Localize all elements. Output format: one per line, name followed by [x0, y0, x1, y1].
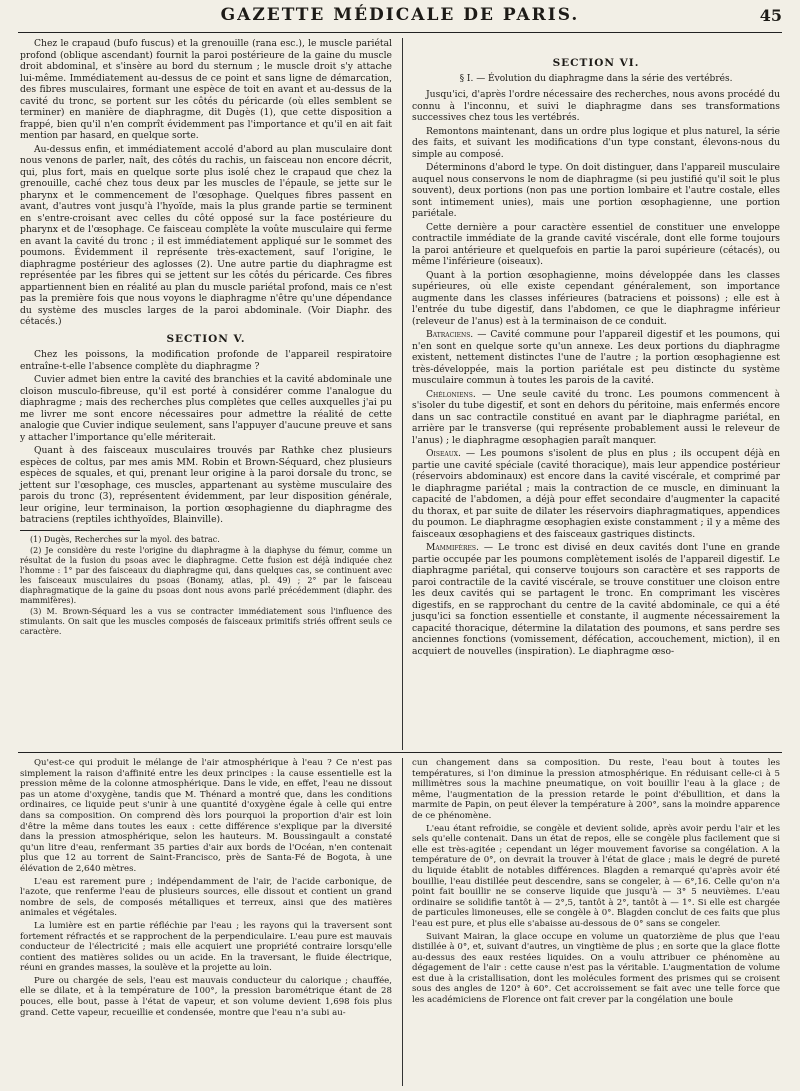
upper-right-column [412, 38, 780, 659]
paragraph: L'eau étant refroidie, se congèle et devient solide, après avoir perdu l'air et les sels qu'elle contenait. Dans un état de repos, elle se congèle plus facilement que si elle est très-agitée ; cependant un léger mouvement favorise sa congélation. A la température de 0°, on devrait la trouver à l'état de glace ; mais le degré de pureté du liquide établit de notables différences. Blagden a remarqué qu'après avoir été bouillie, l'eau distillée peut descendre, sans se congeler, à — 6°,16. Celle qu'on n'a point fait bouillir ne se conserve liquide que jusqu'à — 3° 5 neuvièmes. L'eau ordinaire se solidifie tantôt à — 2°,5, tantôt à 2°, tantôt à — 1°. Si elle est chargée de particules limoneuses, elle se congèle à 0°. Blagden conclut de ces faits que plus l'eau est pure, et plus elle s'abaisse au-dessous de 0° sans se congeler. [412, 823, 780, 929]
lower-left-column [20, 758, 392, 1020]
paragraph: Chez le crapaud (bufo fuscus) et la grenouille (rana esc.), le muscle pariétal profond (oblique ascendant) fournit la paroi postérieure de la gaine du muscle droit abdominal, et s'insère au bord du sternum ; le muscle droit s'y attache lui-même. Immédiatement au-dessus de ce point et sans ligne de démarcation, des fibres musculaires, formant une espèce de toit en avant et au-dessus de la cavité du tronc, se portent sur les côtés du péricarde (où elles semblent se terminer) en manière de diaphragme, dit Dugès (1), que cette disposition a frappé, bien qu'il n'en comprît évidemment pas l'importance et qu'il en ait fait mention par hasard, en quelque sorte. [20, 38, 392, 141]
paragraph: Suivant Mairan, la glace occupe en volume un quatorzième de plus que l'eau distillée à 0°, et, suivant d'autres, un vingtième de plus ; en sorte que la glace flotte au-dessus des eaux restées liquides. On a voulu attribuer ce phénomène au dégagement de l'air : cette cause n'est pas la véritable. L'augmentation de volume est due à la cristallisation, dont les molécules forment des prismes qui se croisent sous des angles de 120° à 60°. Cet accroissement se fait avec une telle force que les académiciens de Florence ont fait crever par la congélation une boule [412, 931, 780, 1006]
column-divider [402, 758, 403, 1086]
journal-title: GAZETTE MÉDICALE DE PARIS. [220, 5, 580, 25]
paragraph: Chéloniens. — Une seule cavité du tronc. Les poumons commencent à s'isoler du tube digestif, et sont en dehors du péritoine, mais enfermés encore dans un sac contractile constitué en avant par le diaphragme pariétal, en arrière par le transverse (qui représente probablement aussi le releveur de l'anus) ; le diaphragme œsophagien paraît manquer. [412, 388, 780, 446]
page-number: 45 [759, 6, 782, 25]
paragraph: Remontons maintenant, dans un ordre plus logique et plus naturel, la série des faits, et suivant les modifications d'un type constant, élevons-nous du simple au composé. [412, 125, 780, 160]
column-divider [402, 38, 403, 750]
paragraph: Qu'est-ce qui produit le mélange de l'air atmosphérique à l'eau ? Ce n'est pas simplement la raison d'affinité entre les deux principes : la cause essentielle est la pression même de la colonne atmosphérique. Dans le vide, en effet, l'eau ne dissout pas un atome d'oxygène, tandis que M. Thénard a montré que, dans les conditions ordinaires, ce liquide peut s'unir à une quantité d'oxygène égale à celle qui entre dans sa composition. On comprend dès lors pourquoi la proportion d'air est loin d'être la même dans toutes les eaux : cette différence s'explique par la diversité dans la pression atmosphérique, selon les hauteurs. M. Boussingault a constaté qu'un litre d'eau, renfermant 35 parties d'air aux bords de l'Océan, n'en contenait plus que 12 au torrent de Saint-Francisco, près de Santa-Fé de Bogota, à une élévation de 2,640 mètres. [20, 758, 392, 874]
section-heading: SECTION V. [166, 332, 246, 345]
paragraph: Déterminons d'abord le type. On doit distinguer, dans l'appareil musculaire auquel nous conservons le nom de diaphragme (si peu justifié qu'il soit le plus souvent), deux portions (non pas une portion lombaire et l'autre costale, elles sont intimement unies), mais une portion œsophagienne, une portion pariétale. [412, 162, 780, 219]
footnotes [20, 535, 392, 637]
paragraph: La lumière est en partie réfléchie par l'eau ; les rayons qui la traversent sont fortement réfractés et se rapprochent de la perpendiculaire. L'eau pure est mauvais conducteur de l'électricité ; mais elle acquiert une propriété contraire lorsqu'elle contient des matières solides ou un acide. En la traversant, le fluide électrique, réuni en grandes masses, la soulève et la projette au loin. [20, 920, 392, 974]
footnote: (2) Je considère du reste l'origine du diaphragme à la diaphyse du fémur, comme un résultat de la fusion du psoas avec le diaphragme. Cette fusion est déjà indiquée chez l'homme : 1° par des faisceaux du diaphragme qui, dans quelques cas, se continuent avec les faisceaux musculaires du psoas (Bonamy, atlas, pl. 49) ; 2° par le faisceau diaphragmatique de la gaine du psoas dont nous avons parlé précédemment (diaphr. des mammifères). [20, 545, 392, 605]
lead-term: Oiseaux. [426, 448, 461, 459]
paragraph: Au-dessus enfin, et immédiatement accolé d'abord au plan musculaire dont nous venons de parler, naît, des côtés du rachis, un faisceau non encore décrit, qui, plus fort, mais en quelque sorte plus isolé chez le crapaud que chez la grenouille, caché chez tous deux par les muscles de l'épaule, se jette sur le pharynx et le commencement de l'œsophage. Quelques fibres passent en avant, d'autres vont jusqu'à l'hyoïde, mais la plus grande partie se terminent en s'entre-croisant avec celles du côté opposé sur la face postérieure du pharynx et de l'œsophage. Ce faisceau complète la voûte musculaire qui ferme en avant la cavité du tronc ; il est immédiatement appliqué sur le sommet des poumons. Évidemment il représente très-exactement, sauf l'origine, le diaphragme postérieur des aglosses (2). Une autre partie du diaphragme est représentée par les fibres qui se jettent sur les côtés du péricarde. Ces fibres appartiennent bien en réalité au plan du muscle pariétal profond, mais ce n'est pas la première fois que nous voyons le diaphragme n'être qu'une dépendance du système des muscles larges de la paroi abdominale. (Voir Diaphr. des cétacés.) [20, 143, 392, 327]
paragraph: Cette dernière a pour caractère essentiel de constituer une enveloppe contractile immédiate de la grande cavité viscérale, dont elle forme toujours la paroi antérieure et quelquefois en partie la paroi supérieure (cétacés), ou même l'inférieure (oiseaux). [412, 221, 780, 267]
paragraph: Quant à des faisceaux musculaires trouvés par Rathke chez plusieurs espèces de coltus, par mes amis MM. Robin et Brown-Séquard, chez plusieurs espèces de squales, et qui, prenant leur origine à la paroi dorsale du tronc, se jettent sur l'œsophage, ces muscles, appartenant au système musculaire des parois du tronc (3), représentent évidemment, par leur disposition générale, leur origine, leur terminaison, la portion œsophagienne du diaphragme des batraciens (reptiles ichthyoïdes, Blainville). [20, 445, 392, 525]
section-heading: SECTION VI. [552, 57, 640, 69]
paragraph: Cuvier admet bien entre la cavité des branchies et la cavité abdominale une cloison musculo-fibreuse, qu'il est porté à considérer comme l'analogue du diaphragme ; mais des recherches plus complètes que celles auxquelles j'ai pu me livrer me sont encore nécessaires pour admettre la réalité de cette analogie que Cuvier indique seulement, sans l'appuyer d'aucune preuve et sans y attacher l'importance qu'elle mériterait. [20, 374, 392, 443]
paragraph: Batraciens. — Cavité commune pour l'appareil digestif et les poumons, qui n'en sont en quelque sorte qu'un annexe. Les deux portions du diaphragme existent, nettement distinctes l'une de l'autre ; la portion œsophagienne est très-développée, mais la portion pariétale est peu distincte du système musculaire commun à toutes les parois de la cavité. [412, 329, 780, 386]
lower-right-column [412, 758, 780, 1008]
paragraph: Chez les poissons, la modification profonde de l'appareil respiratoire entraîne-t-elle l'absence complète du diaphragme ? [20, 349, 392, 372]
header-rule [18, 32, 782, 33]
footnote: (3) M. Brown-Séquard les a vus se contracter immédiatement sous l'influence des stimulants. On sait que les muscles composés de faisceaux primitifs striés offrent seuls ce caractère. [20, 606, 392, 636]
paragraph: Oiseaux. — Les poumons s'isolent de plus en plus ; ils occupent déjà en partie une cavité spéciale (cavité thoracique), mais leur appendice postérieur (réservoirs abdominaux) est encore dans la cavité viscérale, et comprimé par le diaphragme pariétal ; mais la contraction de ce muscle, en diminuant la capacité de l'abdomen, a déjà pour effet secondaire d'augmenter la capacité du thorax, et par suite de dilater les réservoirs diaphragmatiques, appendices du poumon. Le diaphragme œsophagien existe constamment ; il y a même des faisceaux œsophagiens et des faisceaux gastriques distincts. [412, 448, 780, 540]
upper-left-column [20, 38, 392, 638]
paragraph: cun changement dans sa composition. Du reste, l'eau bout à toutes les températures, si l'on diminue la pression atmosphérique. En réduisant celle-ci à 5 millimètres sous la machine pneumatique, on voit bouillir l'eau à la glace ; de même, l'augmentation de la pression retarde le point d'ébullition, et dans la marmite de Papin, on peut élever la température à 200°, sans la moindre apparence de ce phénomène. [412, 758, 780, 821]
paragraph: L'eau est rarement pure ; indépendamment de l'air, de l'acide carbonique, de l'azote, que renferme l'eau de plusieurs sources, elle dissout et contient un grand nombre de sels, de composés métalliques et terreux, ainsi que des matières animales et végétales. [20, 876, 392, 919]
feuilleton-rule [18, 752, 782, 753]
lead-term: Mammifères. [426, 542, 479, 553]
paragraph: Jusqu'ici, d'après l'ordre nécessaire des recherches, nous avons procédé du connu à l'inconnu, et suivi le diaphragme dans ses transformations successives chez tous les vertébrés. [412, 89, 780, 123]
footnote-rule [20, 530, 140, 531]
paragraph: Pure ou chargée de sels, l'eau est mauvais conducteur du calorique ; chauffée, elle se dilate, et à la température de 100°, la pression barométrique étant de 28 pouces, elle bout, passe à l'état de vapeur, et son volume devient 1,698 fois plus grand. Cette vapeur, recueillie et condensée, montre que l'eau n'a subi au- [20, 975, 392, 1018]
lead-term: Chéloniens. [426, 388, 476, 400]
lead-term: Batraciens. [426, 329, 474, 340]
paragraph: Mammifères. — Le tronc est divisé en deux cavités dont l'une en grande partie occupée par les poumons complètement isolés de l'appareil digestif. Le diaphragme pariétal, qui conserve toujours son caractère et ses rapports de paroi contractile de la cavité viscérale, se trouve constituer une cloison entre les deux cavités qui se partagent le tronc. En comprimant les viscères digestifs, en se rapprochant du centre de la cavité abdominale, ce qui a été jusqu'ici sa fonction essentielle et constante, il augmente nécessairement la capacité thoracique, détermine la dilatation des poumons, et sans perdre ses anciennes fonctions (vomissement, défécation, accouchement, miction), il en acquiert de nouvelles (inspiration). Le diaphragme œso- [412, 542, 780, 657]
footnote: (1) Dugès, Recherches sur la myol. des batrac. [30, 534, 220, 544]
section-subtitle: § I. — Évolution du diaphragme dans la série des vertébrés. [459, 73, 733, 84]
paragraph: Quant à la portion œsophagienne, moins développée dans les classes supérieures, où elle existe cependant généralement, son importance augmente dans les classes inférieures (batraciens et poissons) ; elle est à l'entrée du tube digestif, dans l'abdomen, ce que le diaphragme inférieur (releveur de l'anus) est à la terminaison de ce conduit. [412, 269, 780, 327]
